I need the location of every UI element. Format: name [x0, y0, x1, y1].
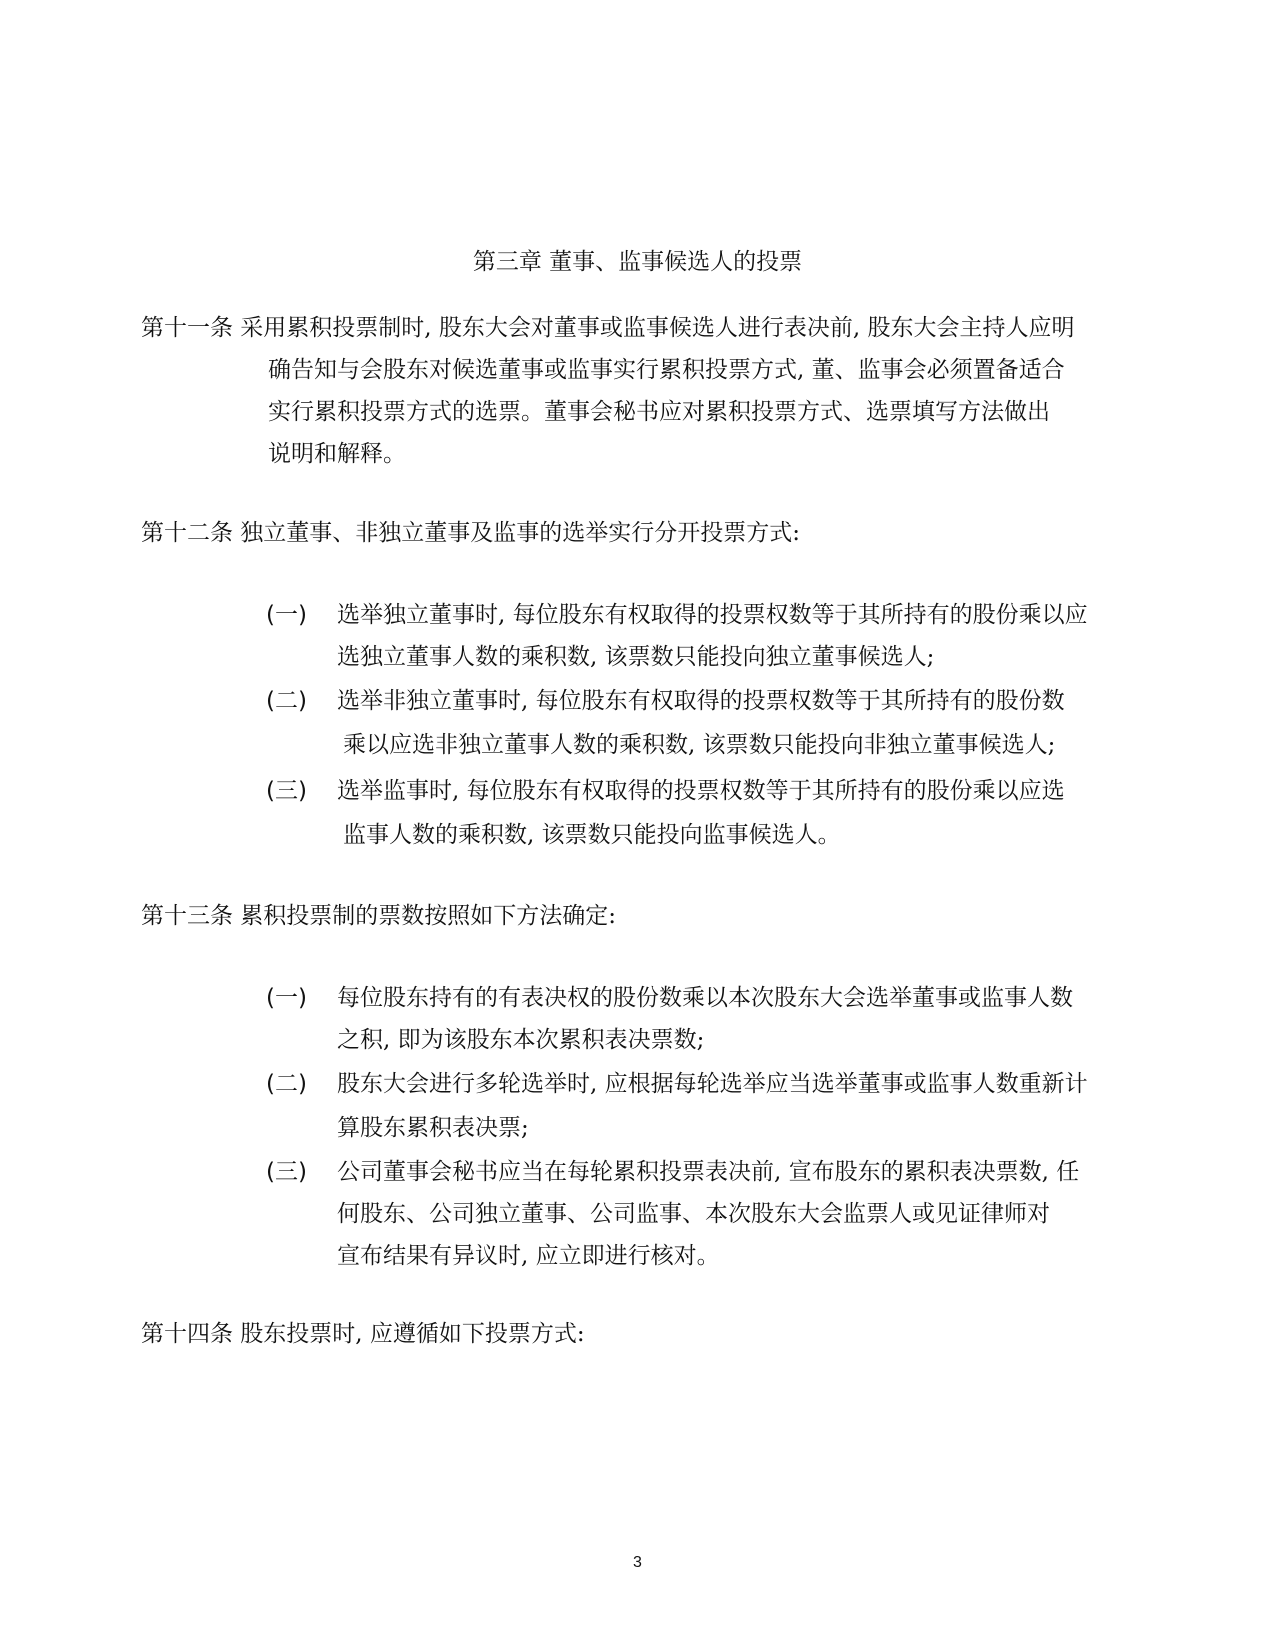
list-item-line: 何股东、公司独立董事、公司监事、本次股东大会监票人或见证律师对 — [337, 1201, 1050, 1227]
list-number: (一) — [266, 985, 307, 1011]
list-item-line: 选举监事时, 每位股东有权取得的投票权数等于其所持有的股份乘以应选 — [337, 778, 1065, 804]
list-number: (二) — [266, 1071, 307, 1097]
article-14-heading: 第十四条 股东投票时, 应遵循如下投票方式: — [141, 1321, 585, 1347]
list-item-line: 监事人数的乘积数, 该票数只能投向监事候选人。 — [343, 822, 841, 848]
article-12-heading: 第十二条 独立董事、非独立董事及监事的选举实行分开投票方式: — [141, 520, 801, 546]
list-item-line: 选举非独立董事时, 每位股东有权取得的投票权数等于其所持有的股份数 — [337, 688, 1065, 714]
list-item-line: 宣布结果有异议时, 应立即进行核对。 — [337, 1243, 720, 1269]
article-11-line: 第十一条 采用累积投票制时, 股东大会对董事或监事候选人进行表决前, 股东大会主持人应明 — [141, 315, 1075, 341]
chapter-title: 第三章 董事、监事候选人的投票 — [472, 249, 803, 275]
list-item-line: 公司董事会秘书应当在每轮累积投票表决前, 宣布股东的累积表决票数, 任 — [337, 1159, 1080, 1185]
list-item-line: 股东大会进行多轮选举时, 应根据每轮选举应当选举董事或监事人数重新计 — [337, 1071, 1088, 1097]
list-item-line: 乘以应选非独立董事人数的乘积数, 该票数只能投向非独立董事候选人; — [343, 732, 1056, 758]
list-number: (三) — [266, 1159, 307, 1185]
article-13-heading: 第十三条 累积投票制的票数按照如下方法确定: — [141, 903, 617, 929]
list-item-line: 选独立董事人数的乘积数, 该票数只能投向独立董事候选人; — [337, 644, 935, 670]
article-11-line: 说明和解释。 — [268, 441, 406, 467]
list-item-line: 每位股东持有的有表决权的股份数乘以本次股东大会选举董事或监事人数 — [337, 985, 1073, 1011]
article-11-line: 确告知与会股东对候选董事或监事实行累积投票方式, 董、监事会必须置备适合 — [268, 357, 1065, 383]
list-item-line: 算股东累积表决票; — [337, 1115, 529, 1141]
page-number: 3 — [633, 1554, 642, 1571]
list-number: (二) — [266, 688, 307, 714]
list-number: (三) — [266, 778, 307, 804]
article-11-line: 实行累积投票方式的选票。董事会秘书应对累积投票方式、选票填写方法做出 — [268, 399, 1050, 425]
list-item-line: 之积, 即为该股东本次累积表决票数; — [337, 1027, 705, 1053]
list-item-line: 选举独立董事时, 每位股东有权取得的投票权数等于其所持有的股份乘以应 — [337, 602, 1088, 628]
list-number: (一) — [266, 602, 307, 628]
